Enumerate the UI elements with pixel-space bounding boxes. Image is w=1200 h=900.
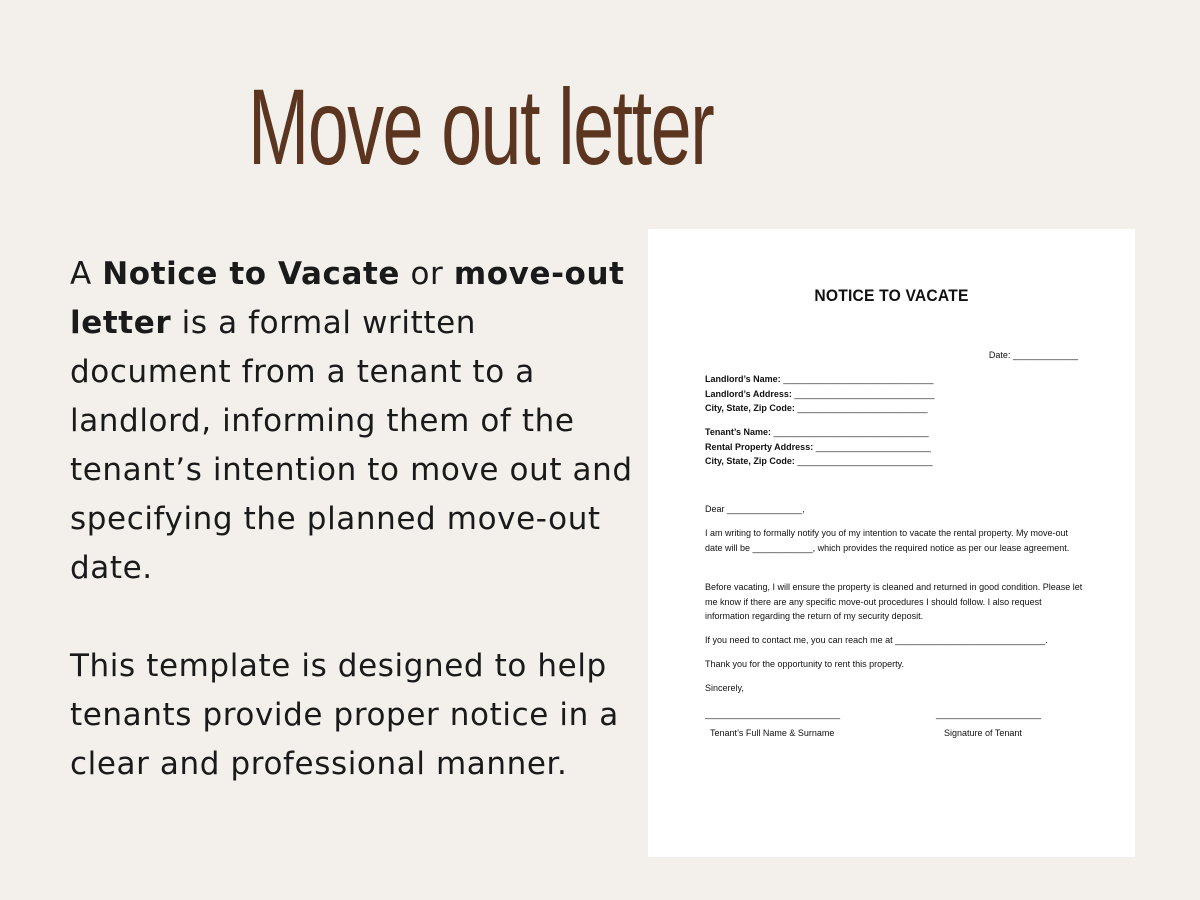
signature-label: Signature of Tenant bbox=[944, 728, 1022, 738]
field-blank: ____________________________ bbox=[791, 388, 935, 399]
letter-paragraph-3: If you need to contact me, you can reach me at ______________________________. bbox=[705, 635, 1048, 645]
name-signature-line: ___________________________ bbox=[705, 709, 841, 719]
description-text: or bbox=[400, 256, 454, 292]
field-label: Rental Property Address: bbox=[705, 441, 814, 452]
date-line: Date: _____________ bbox=[988, 350, 1078, 360]
landlord-info-block bbox=[705, 372, 935, 416]
page-title: Move out letter bbox=[248, 66, 714, 187]
salutation: Dear _______________, bbox=[705, 504, 805, 514]
description-bold-term: Notice to Vacate bbox=[102, 256, 401, 292]
description-bold-term: move-out letter bbox=[70, 256, 625, 341]
letter-paragraph-2: Before vacating, I will ensure the property is cleaned and returned in good condition. Please let me know if there are any specific move-out procedures I should follow. I also request information regarding the return of my security deposit. bbox=[705, 582, 1083, 621]
description-text: is a formal written document from a tenant to a landlord, informing them of the tenant’s intention to move out and specifying the planned move-out date. bbox=[70, 305, 633, 586]
landlord-name-row bbox=[705, 372, 935, 387]
letter-preview bbox=[648, 229, 1135, 857]
description bbox=[70, 250, 645, 789]
landlord-city-row bbox=[705, 401, 935, 416]
description-paragraph-1 bbox=[70, 250, 645, 593]
field-blank: ______________________________ bbox=[780, 374, 934, 384]
description-text: A bbox=[70, 256, 103, 292]
field-label: Landlord’s Name: bbox=[705, 374, 781, 384]
field-blank: _______________________________ bbox=[771, 427, 929, 437]
field-label: Tenant’s Name: bbox=[705, 427, 772, 437]
closing: Sincerely, bbox=[705, 683, 744, 693]
field-label: City, State, Zip Code: bbox=[705, 403, 795, 413]
letter-paragraph-4: Thank you for the opportunity to rent this property. bbox=[705, 659, 904, 669]
tenant-info-block bbox=[705, 425, 933, 469]
description-paragraph-2: This template is designed to help tenants provide proper notice in a clear and professional manner. bbox=[70, 648, 619, 782]
field-label: City, State, Zip Code: bbox=[705, 456, 795, 466]
landlord-address-row bbox=[705, 387, 935, 402]
field-label: Landlord’s Address: bbox=[705, 388, 792, 399]
field-blank: ___________________________ bbox=[794, 456, 933, 466]
field-blank: __________________________ bbox=[794, 403, 928, 413]
rental-address-row bbox=[705, 440, 933, 455]
tenant-city-row bbox=[705, 454, 933, 469]
name-signature-label: Tenant’s Full Name & Surname bbox=[710, 728, 835, 738]
letter-paragraph-1: I am writing to formally notify you of my intention to vacate the rental property. My move-out date will be ____________, which provides the required notice as per our lease agreement. bbox=[705, 528, 1070, 553]
letter-title: NOTICE TO VACATE bbox=[814, 286, 969, 305]
signature-line: _____________________ bbox=[936, 709, 1042, 719]
field-blank: _______________________ bbox=[813, 441, 931, 452]
tenant-name-row bbox=[705, 425, 933, 440]
